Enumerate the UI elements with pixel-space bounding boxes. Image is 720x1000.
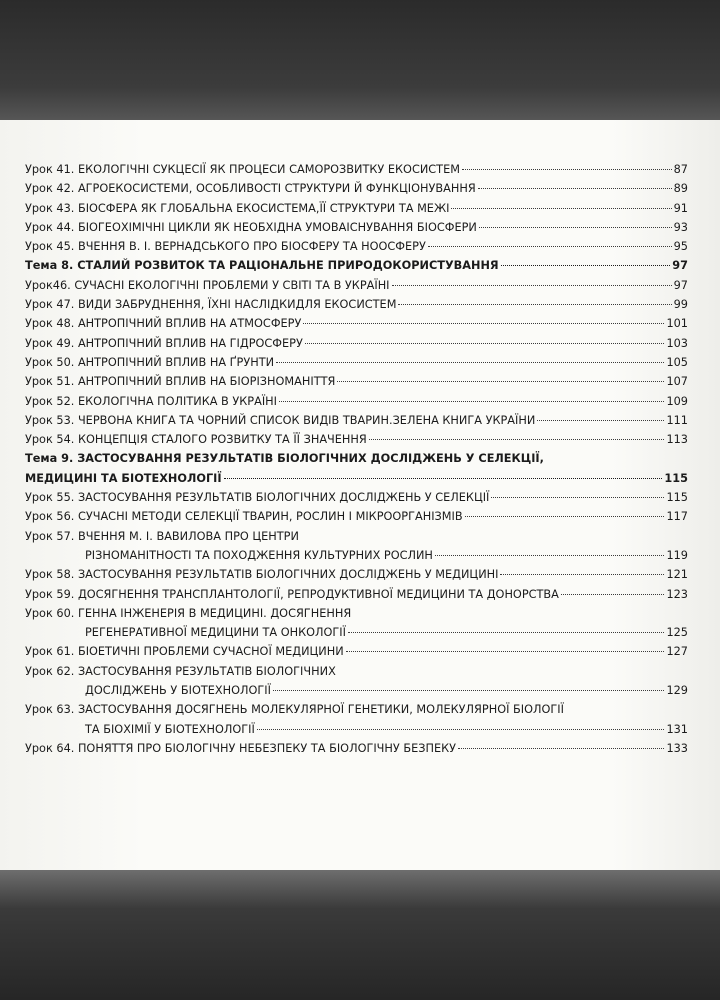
toc-entry-title: ДОСЛІДЖЕНЬ У БІОТЕХНОЛОГІЇ [85,684,271,698]
dot-leader [224,478,663,479]
dot-leader [398,304,671,305]
toc-entry[interactable] [25,276,688,295]
dot-leader [501,265,671,266]
dot-leader [451,208,671,209]
dot-leader [462,169,672,170]
background-dark-top [0,0,720,125]
dot-leader [491,497,664,498]
page-number: 107 [666,375,688,389]
toc-entry[interactable] [25,681,688,700]
page-number: 105 [666,355,688,369]
toc-entry[interactable] [25,179,688,198]
toc-entry-title-line1: Урок 60. ГЕННА ІНЖЕНЕРІЯ В МЕДИЦИНІ. ДОСЯГНЕННЯ [25,606,352,620]
dot-leader [428,246,672,247]
table-of-contents [25,160,688,758]
toc-entry[interactable] [25,372,688,391]
page-number: 133 [666,741,688,755]
page-number: 129 [666,684,688,698]
toc-entry-title: РІЗНОМАНІТНОСТІ ТА ПОХОДЖЕННЯ КУЛЬТУРНИХ РОСЛИН [85,548,433,562]
toc-entry[interactable] [25,739,688,758]
dot-leader [369,439,665,440]
dot-leader [465,516,665,517]
dot-leader [500,574,664,575]
dot-leader [478,188,672,189]
toc-entry[interactable] [25,334,688,353]
dot-leader [537,420,664,421]
toc-entry-title: Урок 58. ЗАСТОСУВАННЯ РЕЗУЛЬТАТІВ БІОЛОГІЧНИХ ДОСЛІДЖЕНЬ У МЕДИЦИНІ [25,568,499,582]
toc-entry-title-line1: Урок 63. ЗАСТОСУВАННЯ ДОСЯГНЕНЬ МОЛЕКУЛЯРНОЇ ГЕНЕТИКИ, МОЛЕКУЛЯРНОЇ БІОЛОГІЇ [25,703,564,717]
page-number: 123 [666,587,688,601]
toc-entry-title: РЕГЕНЕРАТИВНОЇ МЕДИЦИНИ ТА ОНКОЛОГІЇ [85,626,346,640]
toc-entry[interactable] [25,160,688,179]
toc-entry-title: Урок 50. АНТРОПІЧНИЙ ВПЛИВ НА ҐРУНТИ [25,355,275,369]
dot-leader [303,323,664,324]
page-number: 87 [673,163,688,176]
toc-entry[interactable] [25,623,688,642]
toc-topic-title: МЕДИЦИНІ ТА БІОТЕХНОЛОГІЇ [25,471,222,485]
dot-leader [479,227,672,228]
dot-leader [435,555,665,556]
page-number: 103 [666,336,688,350]
toc-entry[interactable] [25,565,688,584]
page-number: 93 [673,220,688,234]
toc-entry-title: Урок 45. ВЧЕННЯ В. І. ВЕРНАДСЬКОГО ПРО БІОСФЕРУ ТА НООСФЕРУ [25,240,426,254]
toc-entry[interactable] [25,507,688,526]
toc-entry-title: Урок 53. ЧЕРВОНА КНИГА ТА ЧОРНИЙ СПИСОК ВИДІВ ТВАРИН.ЗЕЛЕНА КНИГА УКРАЇНИ [25,413,536,427]
toc-entry-title: Урок 56. СУЧАСНІ МЕТОДИ СЕЛЕКЦІЇ ТВАРИН, РОСЛИН І МІКРООРГАНІЗМІВ [25,510,463,524]
dot-leader [279,401,664,402]
toc-entry[interactable] [25,237,688,256]
toc-entry-title: Урок 61. БІОЕТИЧНІ ПРОБЛЕМИ СУЧАСНОЇ МЕДИЦИНИ [25,645,344,659]
toc-entry[interactable] [25,411,688,430]
dot-leader [273,690,664,691]
page-number: 131 [666,722,688,736]
dot-leader [305,343,665,344]
page-number: 99 [673,298,688,312]
toc-entry[interactable] [25,392,688,411]
toc-entry[interactable] [25,314,688,333]
toc-entry-title: Урок 59. ДОСЯГНЕННЯ ТРАНСПЛАНТОЛОГІЇ, РЕПРОДУКТИВНОЇ МЕДИЦИНИ ТА ДОНОРСТВА [25,587,559,601]
toc-entry[interactable] [25,720,688,739]
toc-entry-title: Урок46. СУЧАСНІ ЕКОЛОГІЧНІ ПРОБЛЕМИ У СВІТІ ТА В УКРАЇНІ [25,278,390,292]
page-number: 109 [666,394,688,408]
toc-entry[interactable] [25,430,688,449]
toc-entry-title: Урок 55. ЗАСТОСУВАННЯ РЕЗУЛЬТАТІВ БІОЛОГІЧНИХ ДОСЛІДЖЕНЬ У СЕЛЕКЦІЇ [25,491,490,505]
toc-entry-title: Урок 42. АГРОЕКОСИСТЕМИ, ОСОБЛИВОСТІ СТРУКТУРИ Й ФУНКЦІОНУВАННЯ [25,182,476,196]
toc-entry-title: Урок 54. КОНЦЕПЦІЯ СТАЛОГО РОЗВИТКУ ТА ЇЇ ЗНАЧЕННЯ [25,433,367,447]
toc-entry[interactable] [25,488,688,507]
dot-leader [346,651,665,652]
toc-topic-title: Тема 8. СТАЛИЙ РОЗВИТОК ТА РАЦІОНАЛЬНЕ ПРИРОДОКОРИСТУВАННЯ [25,259,499,273]
page-number: 125 [666,626,688,640]
dot-leader [337,381,664,382]
page-number: 117 [666,510,688,524]
toc-entry-title: Урок 49. АНТРОПІЧНИЙ ВПЛИВ НА ГІДРОСФЕРУ [25,336,303,350]
toc-entry-title: Урок 47. ВИДИ ЗАБРУДНЕННЯ, ЇХНІ НАСЛІДКИДЛЯ ЕКОСИСТЕМ [25,298,397,312]
toc-topic-title-line1: Тема 9. ЗАСТОСУВАННЯ РЕЗУЛЬТАТІВ БІОЛОГІЧНИХ ДОСЛІДЖЕНЬ У СЕЛЕКЦІЇ, [25,452,544,466]
dot-leader [276,362,664,363]
dot-leader [348,632,665,633]
toc-entry-title: Урок 41. ЕКОЛОГІЧНІ СУКЦЕСІЇ ЯК ПРОЦЕСИ САМОРОЗВИТКУ ЕКОСИСТЕМ [25,163,460,176]
page-number: 127 [666,645,688,659]
toc-entry-title-line1: Урок 57. ВЧЕННЯ М. І. ВАВИЛОВА ПРО ЦЕНТРИ [25,529,299,543]
page-number: 113 [666,433,688,447]
page-number: 97 [673,278,688,292]
dot-leader [392,285,672,286]
toc-entry-title: Урок 48. АНТРОПІЧНИЙ ВПЛИВ НА АТМОСФЕРУ [25,317,302,331]
page-number: 101 [666,317,688,331]
toc-entry-title: Урок 44. БІОГЕОХІМІЧНІ ЦИКЛИ ЯК НЕОБХІДНА УМОВАІСНУВАННЯ БІОСФЕРИ [25,220,477,234]
toc-entry-title: Урок 64. ПОНЯТТЯ ПРО БІОЛОГІЧНУ НЕБЕЗПЕКУ ТА БІОЛОГІЧНУ БЕЗПЕКУ [25,741,457,755]
toc-entry-title: Урок 43. БІОСФЕРА ЯК ГЛОБАЛЬНА ЕКОСИСТЕМА,ЇЇ СТРУКТУРИ ТА МЕЖІ [25,201,450,215]
toc-entry[interactable] [25,353,688,372]
page-number: 97 [672,259,688,273]
toc-topic[interactable] [25,469,688,488]
page-number: 115 [664,471,688,485]
dot-leader [561,594,665,595]
toc-entry[interactable] [25,585,688,604]
toc-entry[interactable] [25,546,688,565]
toc-topic[interactable] [25,256,688,275]
page-number: 121 [666,568,688,582]
toc-entry[interactable] [25,199,688,218]
page-number: 91 [673,201,688,215]
background-dark-bottom [0,870,720,1000]
page-number: 119 [666,548,688,562]
page-number: 89 [673,182,688,196]
toc-entry-title: Урок 52. ЕКОЛОГІЧНА ПОЛІТИКА В УКРАЇНІ [25,394,278,408]
toc-entry[interactable] [25,295,688,314]
toc-entry[interactable] [25,218,688,237]
page-number: 95 [673,240,688,254]
toc-entry-title: ТА БІОХІМІЇ У БІОТЕХНОЛОГІЇ [85,722,255,736]
page-number: 115 [666,491,688,505]
toc-entry-title-line1: Урок 62. ЗАСТОСУВАННЯ РЕЗУЛЬТАТІВ БІОЛОГІЧНИХ [25,664,336,678]
page-number: 111 [666,413,688,427]
dot-leader [257,729,665,730]
toc-entry[interactable] [25,642,688,661]
toc-entry-title: Урок 51. АНТРОПІЧНИЙ ВПЛИВ НА БІОРІЗНОМАНІТТЯ [25,375,336,389]
dot-leader [458,748,664,749]
